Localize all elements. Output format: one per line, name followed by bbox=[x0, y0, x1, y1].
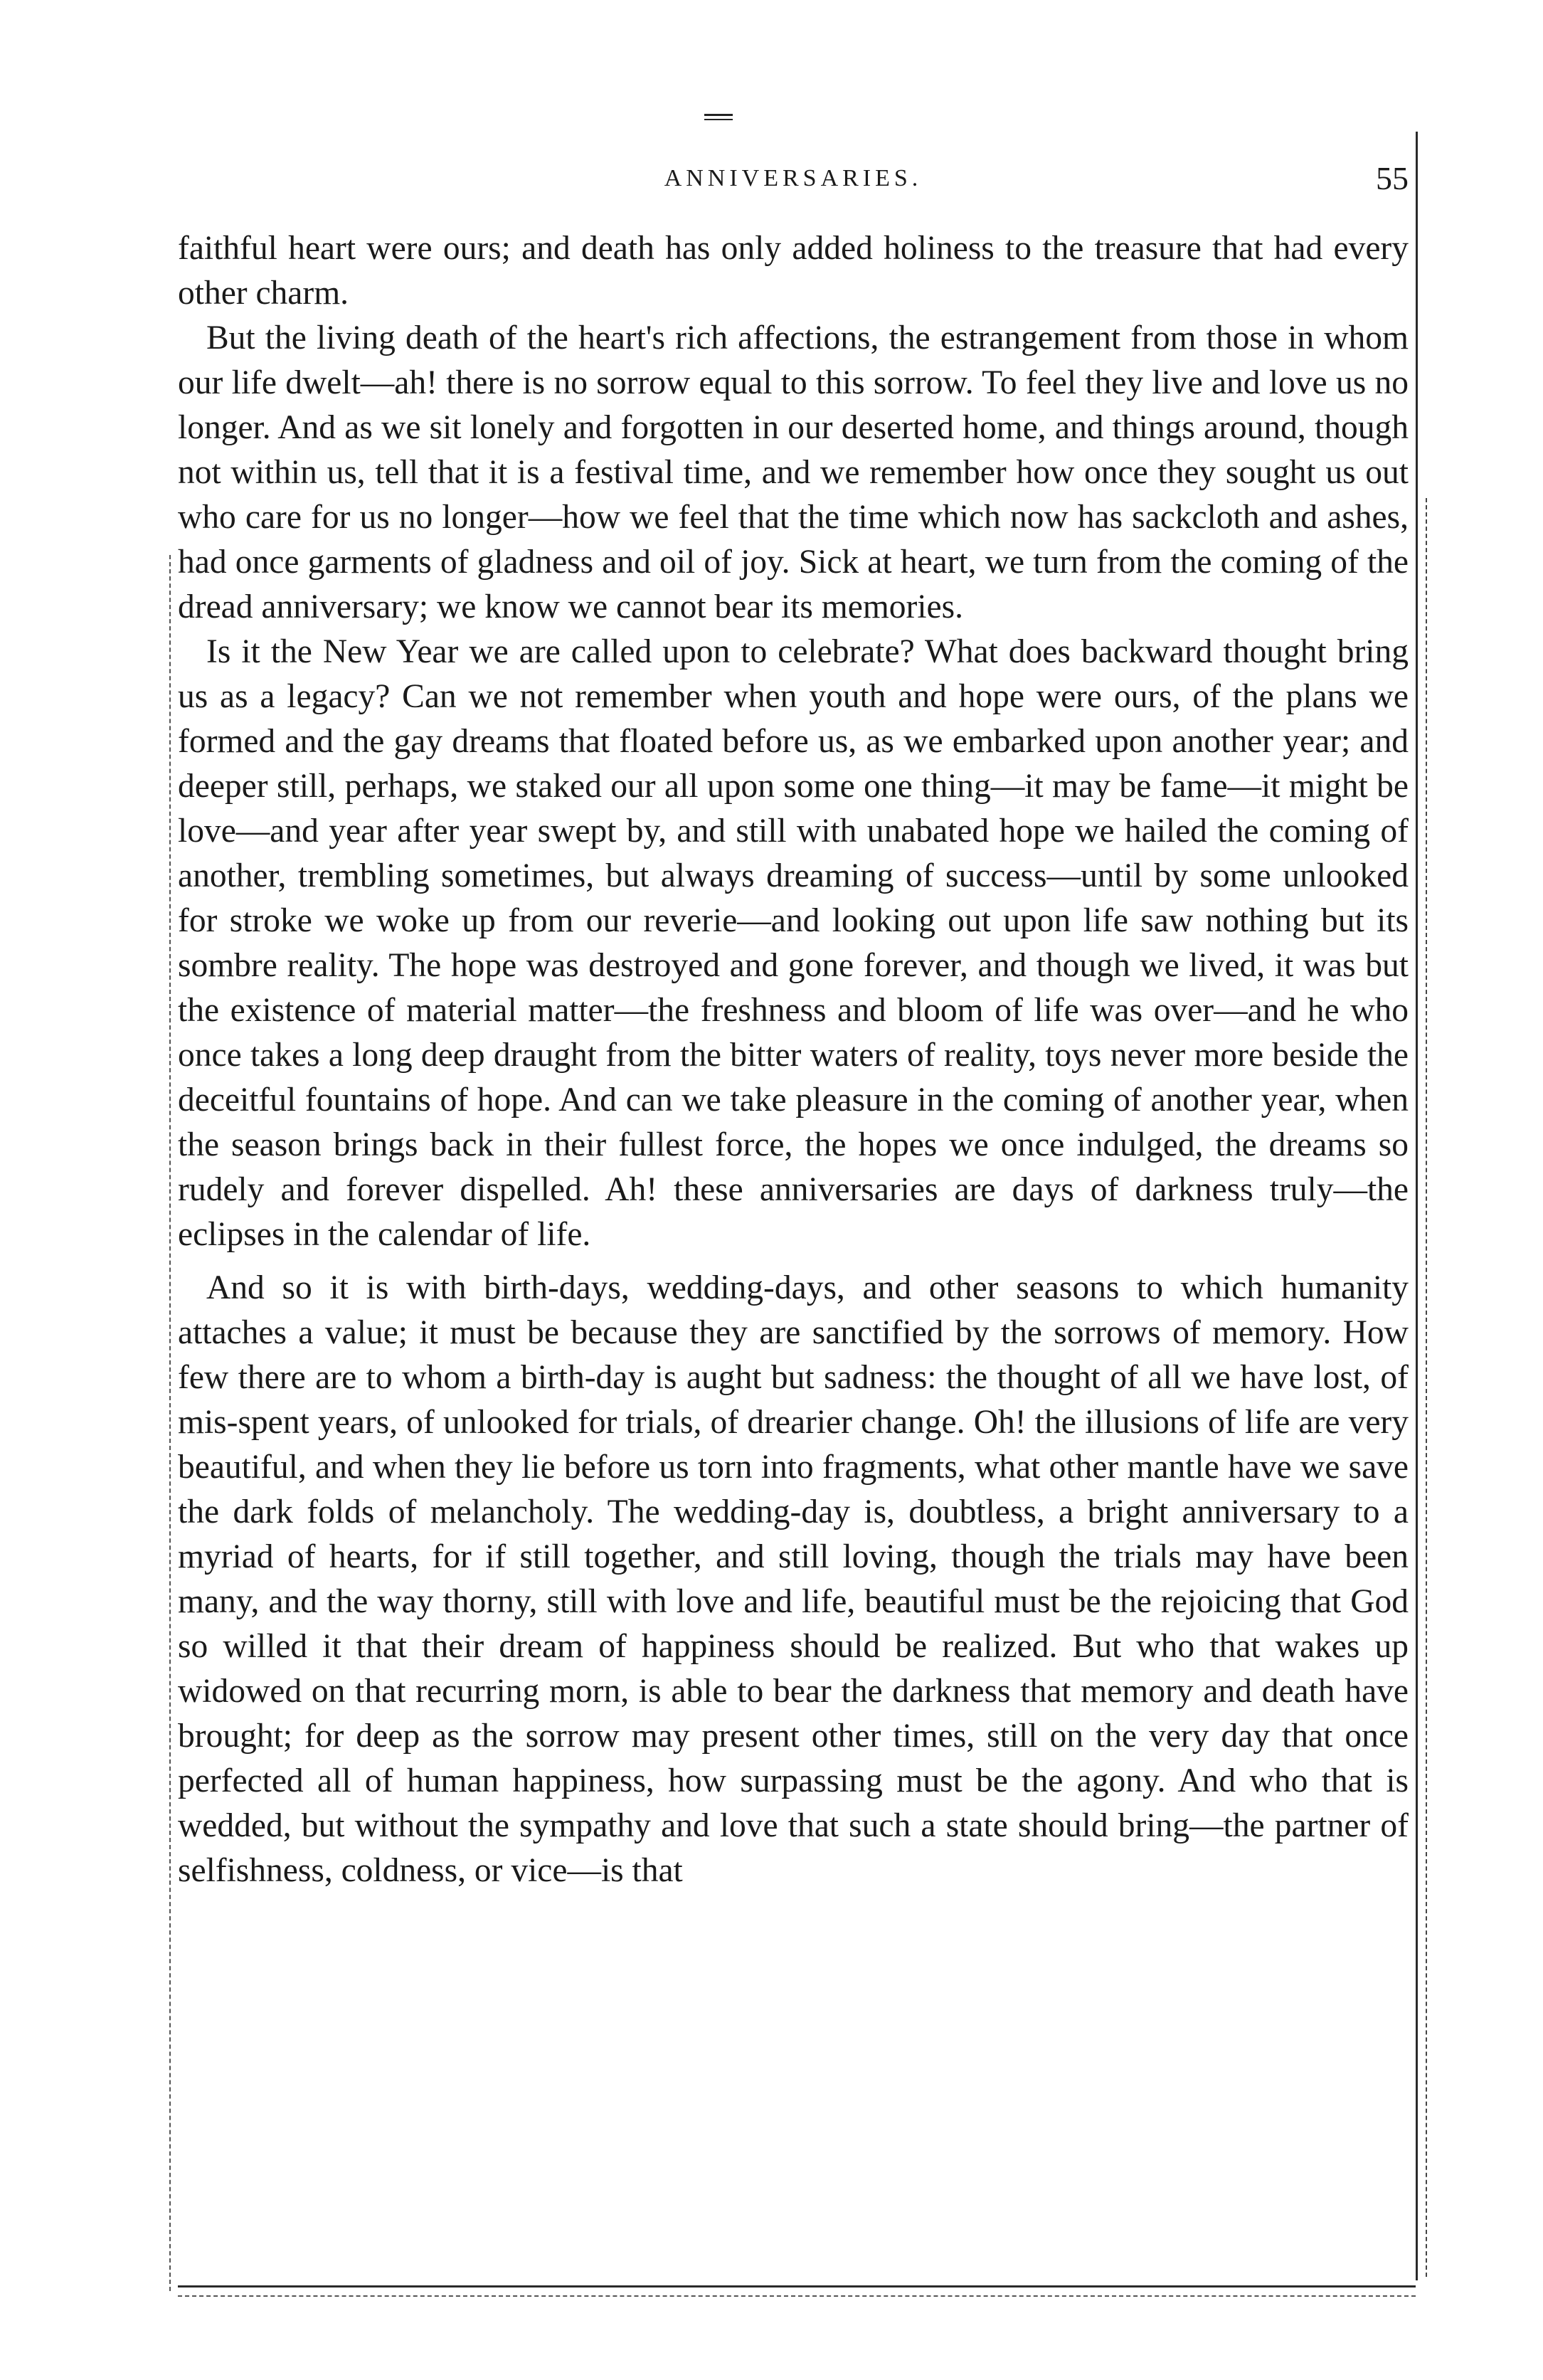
bottom-border-rule-inner bbox=[178, 2295, 1416, 2297]
page-header bbox=[178, 160, 1409, 208]
paragraph-3: Is it the New Year we are called upon to celebrate? What does backward thought bring us as a legacy? Can we not remember when youth and hope were ours, of the plans we formed and the gay dreams that floated before us, as we embarked upon another year; and deeper still, perhaps, we staked our all upon some one thing—it may be fame—it might be love—and year after year swept by, and still with unabated hope we hailed the coming of another, trembling sometimes, but always dreaming of success—until by some unlooked for stroke we woke up from our reverie—and looking out upon life saw nothing but its sombre reality. The hope was destroyed and gone forever, and though we lived, it was but the existence of material matter—the freshness and bloom of life was over—and he who once takes a long deep draught from the bitter waters of reality, toys never more beside the deceitful fountains of hope. And can we take pleasure in the coming of another year, when the season brings back in their fullest force, the hopes we once indulged, the dreams so rudely and forever dispelled. Ah! these anniversaries are days of darkness truly—the eclipses in the calendar of life. bbox=[178, 633, 1409, 1253]
left-border-rule bbox=[169, 555, 171, 2291]
paragraph-1: faithful heart were ours; and death has only added holiness to the treasure that had every other charm. bbox=[178, 230, 1409, 312]
running-title: ANNIVERSARIES. bbox=[664, 165, 923, 191]
right-border-rule-inner bbox=[1426, 498, 1427, 2277]
right-border-rule bbox=[1416, 132, 1418, 2280]
printer-mark bbox=[704, 114, 733, 120]
paragraph-4: And so it is with birth-days, wedding-days, and other seasons to which humanity attaches a value; it must be because they are sanctified by the sorrows of memory. How few there are to whom a birth-day is aught but sadness: the thought of all we have lost, of mis-spent years, of unlooked for trials, of drearier change. Oh! the illusions of life are very beautiful, and when they lie before us torn into fragments, what other mantle have we save the dark folds of melancholy. The wedding-day is, doubtless, a bright anniversary to a myriad of hearts, for if still together, and still loving, though the trials may have been many, and the way thorny, still with love and life, beautiful must be the rejoicing that God so willed it that their dream of happiness should be realized. But who that wakes up widowed on that recurring morn, is able to bear the darkness that memory and death have brought; for deep as the sorrow may present other times, still on the very day that once perfected all of human happiness, how surpassing must be the agony. And who that is wedded, but without the sympathy and love that such a state should bring—the partner of selfishness, coldness, or vice—is that bbox=[178, 1269, 1409, 1889]
bottom-border-rule bbox=[178, 2285, 1416, 2288]
page-number: 55 bbox=[1376, 160, 1409, 196]
body-text bbox=[178, 226, 1409, 1893]
paragraph-2: But the living death of the heart's rich affections, the estrangement from those in whom our life dwelt—ah! there is no sorrow equal to this sorrow. To feel they live and love us no longer. And as we sit lonely and forgotten in our deserted home, and things around, though not within us, tell that it is a festival time, and we remember how once they sought us out who care for us no longer—how we feel that the time which now has sackcloth and ashes, had once garments of gladness and oil of joy. Sick at heart, we turn from the coming of the dread anniversary; we know we cannot bear its memories. bbox=[178, 319, 1409, 625]
